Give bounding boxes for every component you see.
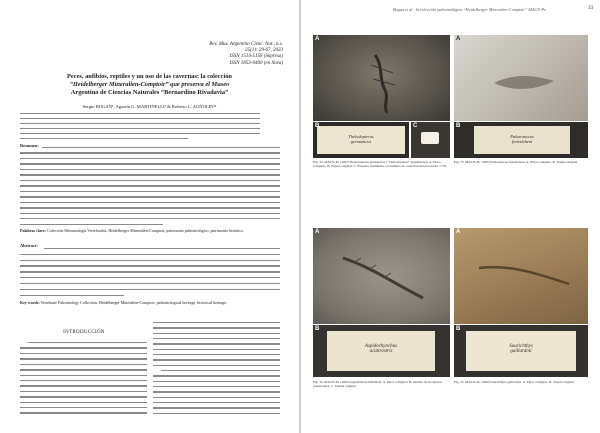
palabras-clave — [20, 228, 280, 233]
fig35-slab-photo — [454, 228, 588, 324]
authors: Sergio BOGAN¹, Agustín G. MARTINELLI² & Roberto L. AGNOLIN¹² — [82, 104, 217, 109]
intro-heading: INTRODUCCIÓN — [63, 330, 105, 335]
fig32-slab-photo — [313, 35, 450, 121]
panel-label: B — [456, 123, 461, 129]
fig33-caption: Fig. 33. MACN-Pv 12695 Palaeoniscus freieslebeni. A. Placa completa. B. Tarjeta original. — [454, 160, 578, 164]
fig35-caption: Fig. 35. MACN-Pv 12694 Saurichthys gaillardoti. A. Placa completa. B. Tarjeta original. — [454, 380, 575, 384]
intro-column-left — [20, 342, 147, 414]
page-number: 33 — [588, 6, 593, 11]
label-text: freieslebeni — [511, 139, 533, 144]
specimen-label-card — [327, 331, 435, 371]
fig33-card-photo — [454, 122, 588, 158]
journal-reference — [209, 42, 283, 67]
journal-volume: 25(1): 29-67, 2023 — [245, 48, 283, 54]
left-page — [0, 0, 299, 433]
intro-column-right — [153, 322, 280, 414]
fossil-fish-icon — [313, 35, 450, 121]
label-text: Saurichthys — [509, 344, 533, 349]
panel-label: A — [456, 229, 461, 235]
panel-label: A — [456, 36, 461, 42]
panel-label: C — [413, 123, 418, 129]
specimen-label-card — [317, 126, 405, 154]
panel-label: A — [315, 36, 320, 42]
panel-label: B — [315, 326, 320, 332]
fig35-card-photo — [454, 325, 588, 377]
journal-name: Rev. Mus. Argentino Cienc. Nat., n.s. — [209, 42, 283, 47]
title-line: Argentino de Ciencias Naturales “Bernardino Rivadavia” — [70, 89, 229, 97]
label-text: germanicus — [350, 139, 372, 144]
fig32-card-photo — [313, 122, 409, 158]
fossil-fish-icon — [454, 35, 588, 121]
collection-tag — [421, 132, 439, 144]
right-page — [301, 0, 600, 433]
palabras-clave-text: Colección Paleontología Vertebrados, Heidelberger Mineralien-Comptoir, patrimonio paleontológico, patrimonio histórico. — [47, 228, 245, 233]
title-line: “Heidelberger Mineralien-Comptoir” que preserva el Museo — [69, 81, 230, 89]
keywords-text: Vertebrate Paleontology Collection, Heidelberger Mineralien-Comptoir, paleontological heritage, historical heritage. — [40, 300, 227, 305]
abstract-text — [20, 248, 280, 296]
fig34-caption: Fig. 34. MACN-Pv 12692 (Aspidorhynchiformes). A. Placa completa. B. Detalle de los huesos preservados. C. Tarjeta original. — [313, 380, 442, 389]
panel-label: A — [315, 229, 320, 235]
resumen-text — [20, 147, 280, 225]
issn-online: ISSN 1853-0400 (en línea) — [229, 60, 283, 66]
title-line: Peces, anfibios, reptiles y un oso de las cavernas: la colección — [67, 73, 232, 80]
label-text: Thelodopterus — [348, 134, 374, 139]
keywords — [20, 300, 280, 305]
resumen-label: Resumen: — [20, 143, 39, 148]
label-text: acutirostris — [369, 349, 393, 354]
fig34-card-photo — [313, 325, 450, 377]
specimen-label-card — [466, 331, 576, 371]
specimen-label-card — [474, 126, 570, 154]
running-head: Bogan et al.: la colección paleontológica “Heidelberger Mineralien-Comptoir” MACN-Pv — [393, 7, 546, 12]
label-text: Palaeoniscus — [510, 134, 534, 139]
abstract-label: Abstract: — [20, 243, 38, 248]
affiliations-text — [20, 113, 260, 139]
fossil-fish-icon — [454, 228, 588, 324]
panel-label: B — [315, 123, 320, 129]
issn-print: ISSN 1514-5158 (impresa) — [229, 54, 283, 60]
fig32-caption: Fig. 32. MACN-Pv 12665 Thelodopterus germanicus (“Thelodopterus” germanicus). A. Placa completa. B. Tarjeta original. C. Etiqueta reutilizada con número de colección del proveedor 1778. — [313, 160, 447, 169]
fossil-fish-icon — [313, 228, 450, 324]
fig33-slab-photo — [454, 35, 588, 121]
keywords-label: Key words: — [20, 300, 40, 305]
panel-label: B — [456, 326, 461, 332]
fig34-slab-photo — [313, 228, 450, 324]
label-text: gaillardoti — [510, 349, 532, 354]
article-title — [18, 73, 281, 98]
palabras-clave-label: Palabras clave: — [20, 228, 47, 233]
label-text: Aspidorhynchus — [364, 344, 398, 349]
